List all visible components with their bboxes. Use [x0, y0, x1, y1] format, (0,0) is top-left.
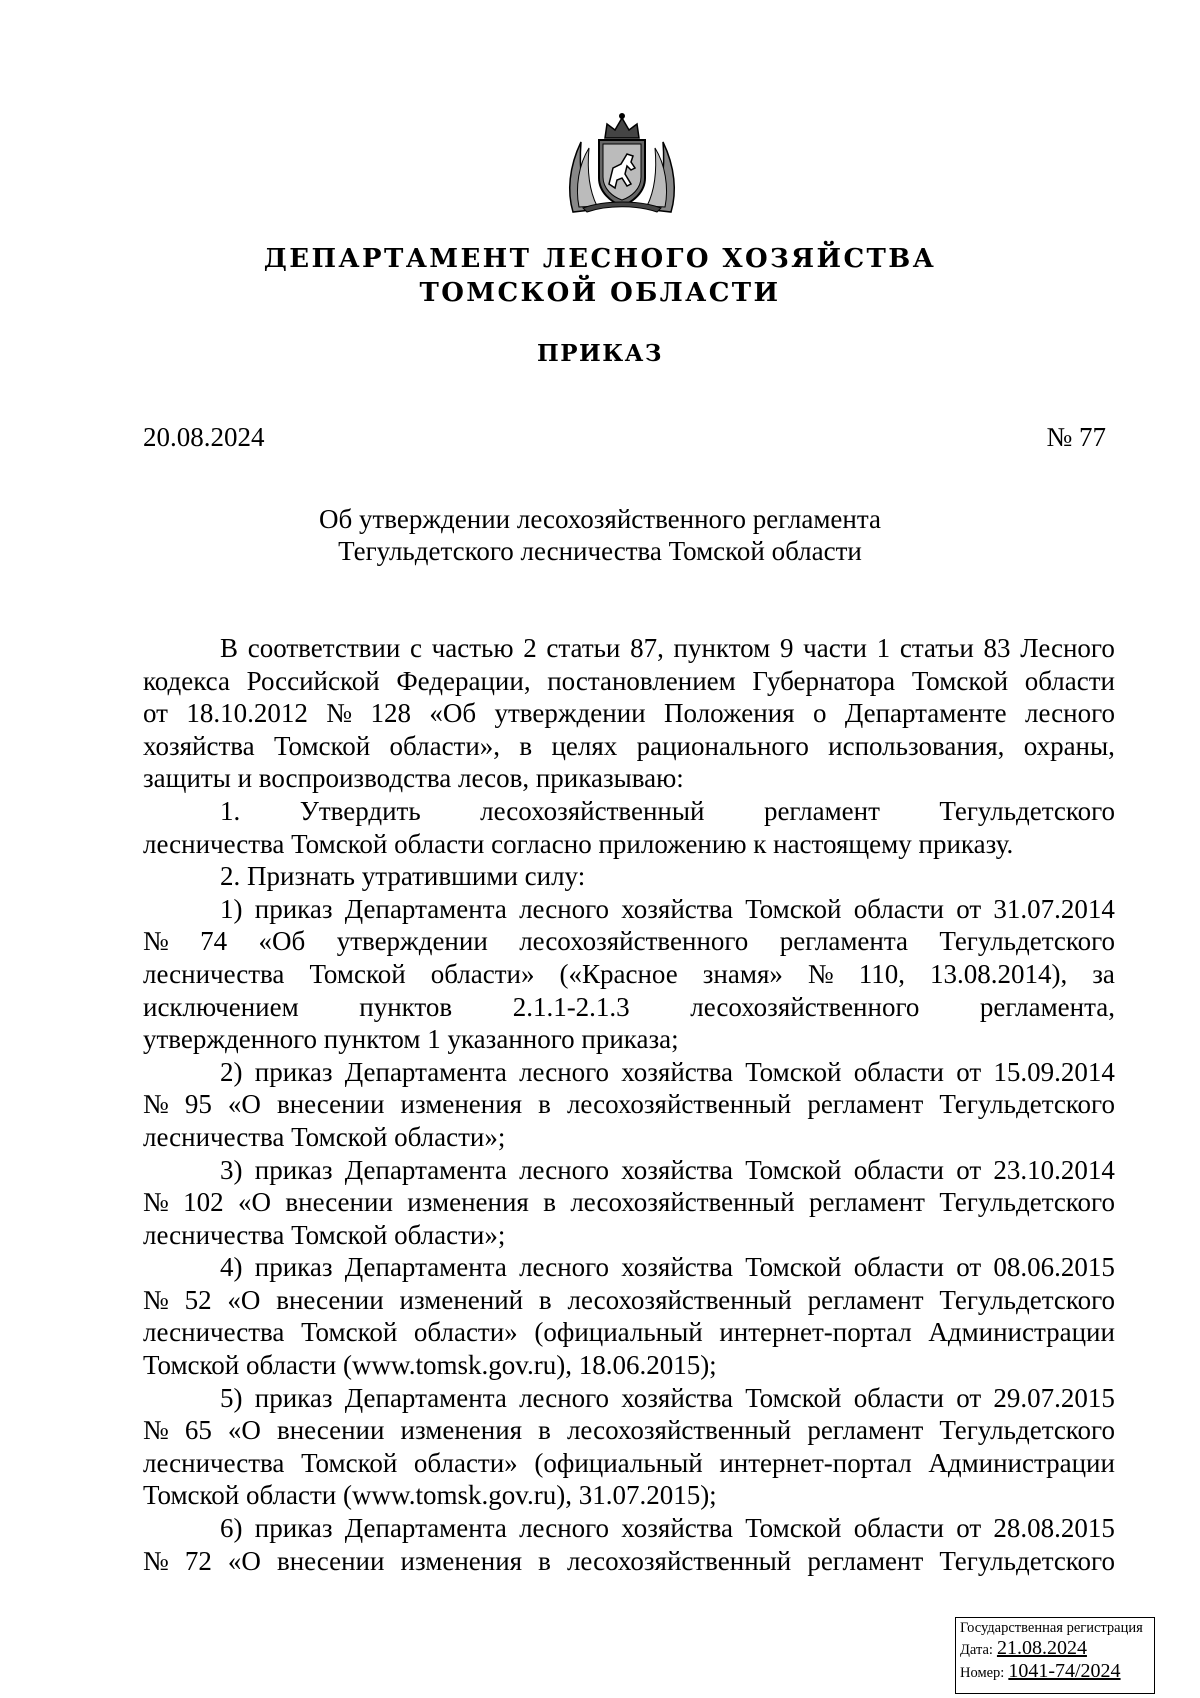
body-word: Томской [301, 1317, 398, 1348]
body-word: хозяйства [621, 1382, 733, 1413]
body-word: Утвердить [299, 795, 421, 826]
body-word: лесохозяйственный [567, 1284, 792, 1315]
body-word: «О [227, 1284, 261, 1315]
body-word: хозяйства [143, 730, 255, 761]
body-word: в [538, 1545, 551, 1576]
body-word: лесничества [143, 1447, 285, 1478]
body-word: № [143, 1187, 169, 1218]
coat-of-arms-emblem [565, 112, 679, 214]
body-word: 52 [184, 1284, 212, 1315]
body-word: внесении [285, 1187, 393, 1218]
body-word: лесохозяйственный [566, 1415, 792, 1446]
body-word: лесохозяйственного [519, 926, 749, 957]
body-word: изменения [400, 1545, 523, 1576]
body-word: регламент [807, 1284, 924, 1315]
body-word: Департамента [344, 1252, 507, 1283]
body-word: Томской [745, 1252, 842, 1283]
body-word: частью [431, 633, 514, 663]
body-word: области [853, 1382, 944, 1413]
body-word: лесного [519, 893, 610, 924]
body-word: Департамента [344, 1513, 507, 1544]
body-word: 1. [220, 795, 241, 826]
body-word: лесного [519, 1056, 610, 1087]
body-line [143, 991, 1115, 1024]
body-word: соответствии [247, 633, 401, 663]
body-line [143, 1088, 1115, 1121]
body-word: внесении [276, 1545, 385, 1576]
body-word: 102 [183, 1187, 224, 1218]
document-date: 20.08.2024 [143, 422, 265, 452]
body-word: 28.08.2015 [993, 1513, 1115, 1544]
body-word: лесного [519, 1513, 610, 1544]
body-word: Департамента [344, 893, 507, 924]
body-word: № [143, 1089, 169, 1120]
body-line [143, 1414, 1115, 1447]
body-word: 15.09.2014 [993, 1056, 1115, 1087]
body-word: Томской [745, 1056, 842, 1087]
body-word: 83 [983, 633, 1011, 663]
document-type: ПРИКАЗ [537, 340, 663, 367]
body-word: использования, [828, 730, 1005, 761]
body-word: Тегульдетского [939, 795, 1115, 826]
body-word: «О [227, 1545, 261, 1576]
body-word: регламент [807, 1545, 924, 1576]
body-word: 1 [876, 633, 891, 663]
body-line [143, 1284, 1115, 1317]
body-word: области» [413, 1317, 518, 1348]
body-word: внесении [276, 1415, 385, 1446]
body-word: № [143, 926, 169, 957]
subject-line1: Об утверждении лесохозяйственного регламента [319, 504, 881, 534]
body-word: области» [413, 1447, 518, 1478]
body-word: «Об [429, 698, 477, 729]
body-word: Положения [664, 698, 795, 729]
body-word: Российской [246, 665, 380, 696]
body-word: приказ [254, 1154, 333, 1185]
body-word: хозяйства [621, 1056, 733, 1087]
registration-stamp [955, 1617, 1155, 1694]
body-word: Тегульдетского [939, 1415, 1115, 1446]
body-word: внесении [276, 1284, 384, 1315]
body-word: статьи [546, 633, 621, 663]
body-word: Департамента [344, 1154, 507, 1185]
body-line [143, 632, 1115, 665]
body-word: лесохозяйственный [566, 1089, 792, 1120]
body-word: Томской [309, 958, 406, 989]
body-line: защиты и воспроизводства лесов, приказываю: [143, 763, 684, 794]
body-word: внесении [276, 1089, 385, 1120]
body-word: в [519, 730, 533, 761]
body-word: Федерации, [396, 665, 531, 696]
body-line [143, 1382, 1115, 1415]
body-line [143, 665, 1115, 698]
body-word: 2.1.1-2.1.3 [512, 991, 630, 1022]
body-word: в [538, 1089, 551, 1120]
body-word: области [853, 1154, 944, 1185]
body-word: 4) [220, 1252, 243, 1283]
body-word: 5) [220, 1382, 243, 1413]
body-word: в [538, 1284, 552, 1315]
body-word: Департамента [344, 1382, 507, 1413]
body-word: от [956, 1056, 982, 1087]
body-word: 23.10.2014 [993, 1154, 1115, 1185]
body-word: № [143, 1415, 169, 1446]
subject-line2: Тегульдетского лесничества Томской области [338, 536, 862, 566]
body-word: («Красное [559, 958, 678, 989]
body-word: Тегульдетского [939, 1187, 1115, 1218]
body-word: утверждении [336, 926, 488, 957]
body-word: 9 [779, 633, 794, 663]
body-word: Тегульдетского [939, 1284, 1115, 1315]
body-word: (официальный [534, 1447, 703, 1478]
body-word: исключением [143, 991, 299, 1022]
body-word: Томской [301, 1447, 398, 1478]
body-word: регламент [809, 1187, 925, 1218]
body-line: Томской области (www.tomsk.gov.ru), 31.07.2015); [143, 1480, 717, 1511]
body-word: 2) [220, 1056, 243, 1087]
body-word: № [143, 1284, 169, 1315]
body-word: Томской [745, 1382, 842, 1413]
body-word: В [220, 633, 239, 663]
body-word: утверждении [494, 698, 646, 729]
body-word: изменения [400, 1089, 523, 1120]
order-body-text [143, 632, 1115, 1577]
body-word: Администрации [928, 1317, 1115, 1348]
stamp-number-label: Номер: [960, 1665, 1005, 1681]
body-word: целях [551, 730, 618, 761]
body-word: 110, [858, 958, 905, 989]
body-word: 128 [370, 698, 411, 729]
body-line [143, 697, 1115, 730]
body-word: области» [430, 958, 535, 989]
stamp-title: Государственная регистрация [960, 1620, 1143, 1636]
body-word: области», [389, 730, 501, 761]
body-word: Томской [911, 665, 1009, 696]
body-word: области [853, 1056, 944, 1087]
body-word: изменения [407, 1187, 529, 1218]
body-word: приказ [254, 1056, 333, 1087]
body-word: приказ [254, 1513, 333, 1544]
body-word: лесохозяйственный [566, 1545, 792, 1576]
body-line [143, 893, 1115, 926]
body-word: Лесного [1020, 633, 1115, 663]
body-word: регламента [779, 926, 908, 957]
body-word: Томской [745, 1513, 842, 1544]
body-word: 13.08.2014), [929, 958, 1068, 989]
body-word: хозяйства [621, 1154, 733, 1185]
body-word: хозяйства [621, 893, 733, 924]
body-word: 08.06.2015 [993, 1252, 1115, 1283]
stamp-number-value: 1041-74/2024 [1008, 1660, 1121, 1682]
body-word: лесничества [143, 958, 285, 989]
body-word: 1) [220, 893, 243, 924]
stamp-date-label: Дата: [960, 1642, 993, 1658]
body-word: регламент [807, 1415, 924, 1446]
body-word: в [543, 1187, 556, 1218]
body-word: Тегульдетского [939, 1545, 1115, 1576]
body-word: регламента, [979, 991, 1115, 1022]
body-word: (официальный [534, 1317, 703, 1348]
body-line [143, 1186, 1115, 1219]
body-word: лесохозяйственный [570, 1187, 795, 1218]
body-word: Губернатора [752, 665, 896, 696]
body-line [143, 1545, 1115, 1578]
stamp-number-row [960, 1660, 1150, 1686]
body-line: Томской области (www.tomsk.gov.ru), 18.06.2015); [143, 1350, 717, 1381]
body-word: регламент [763, 795, 880, 826]
body-word: 31.07.2014 [993, 893, 1115, 924]
body-word: лесного [519, 1154, 610, 1185]
body-word: Тегульдетского [939, 1089, 1115, 1120]
body-word: Томской [745, 893, 842, 924]
body-word: области [853, 893, 944, 924]
body-word: интернет-портал [719, 1447, 912, 1478]
body-word: за [1092, 958, 1115, 989]
body-word: лесничества [143, 1317, 285, 1348]
body-line: лесничества Томской области»; [143, 1219, 506, 1250]
body-word: 18.10.2012 [186, 698, 308, 729]
body-word: части [803, 633, 867, 663]
body-word: от [956, 1154, 982, 1185]
body-word: от [143, 698, 168, 729]
body-line [143, 1447, 1115, 1480]
body-word: 3) [220, 1154, 243, 1185]
body-line [143, 795, 1115, 828]
body-word: от [956, 1513, 982, 1544]
body-word: о [812, 698, 827, 729]
body-word: 74 [200, 926, 228, 957]
body-line [143, 925, 1115, 958]
body-word: 87, [630, 633, 664, 663]
body-word: области [853, 1252, 944, 1283]
body-word: изменения [400, 1415, 523, 1446]
body-word: Администрации [928, 1447, 1115, 1478]
body-word: «Об [258, 926, 306, 957]
body-word: Томской [274, 730, 371, 761]
body-line: лесничества Томской области согласно приложению к настоящему приказу. [143, 828, 1014, 859]
body-word: приказ [254, 893, 333, 924]
body-word: «О [238, 1187, 272, 1218]
body-word: изменений [399, 1284, 524, 1315]
body-word: хозяйства [621, 1252, 733, 1283]
body-word: № [807, 958, 834, 989]
body-word: 2 [523, 633, 537, 663]
body-word: пунктом [673, 633, 771, 663]
body-word: от [956, 1382, 982, 1413]
body-word: лесного [519, 1382, 610, 1413]
body-word: Департамента [344, 1056, 507, 1087]
body-word: хозяйства [621, 1513, 733, 1544]
body-word: статьи [899, 633, 974, 663]
body-word: № [326, 698, 353, 729]
body-line [143, 1316, 1115, 1349]
body-word: кодекса [143, 665, 230, 696]
body-word: в [538, 1415, 551, 1446]
body-word: Департаменте [844, 698, 1007, 729]
body-line: утвержденного пунктом 1 указанного приказа; [143, 1024, 679, 1055]
body-line [143, 1154, 1115, 1187]
body-line [143, 730, 1115, 763]
body-word: от [956, 1252, 982, 1283]
body-word: области [853, 1513, 944, 1544]
body-word: с [409, 633, 422, 663]
body-word: лесохозяйственный [480, 795, 705, 826]
body-word: 6) [220, 1513, 243, 1544]
body-word: лесохозяйственного [690, 991, 920, 1022]
body-word: лесного [1025, 698, 1115, 729]
body-word: «О [227, 1089, 261, 1120]
body-line [143, 1512, 1115, 1545]
body-word: № [143, 1545, 169, 1576]
body-line: 2. Признать утратившими силу: [220, 861, 586, 892]
body-line [143, 1056, 1115, 1089]
body-line [143, 958, 1115, 991]
body-word: приказ [254, 1252, 333, 1283]
body-word: регламент [807, 1089, 924, 1120]
body-word: лесного [519, 1252, 610, 1283]
body-word: знамя» [702, 958, 783, 989]
body-word: охраны, [1023, 730, 1115, 761]
body-word: 29.07.2015 [993, 1382, 1115, 1413]
body-word: постановлением [547, 665, 736, 696]
body-word: интернет-портал [719, 1317, 912, 1348]
organization-name-line2: ТОМСКОЙ ОБЛАСТИ [419, 278, 781, 308]
body-word: рационального [636, 730, 809, 761]
body-word: области [1024, 665, 1115, 696]
body-line [143, 1251, 1115, 1284]
body-word: пунктов [359, 991, 453, 1022]
body-line: лесничества Томской области»; [143, 1121, 506, 1152]
body-word: Тегульдетского [939, 926, 1115, 957]
body-word: приказ [254, 1382, 333, 1413]
document-number: № 77 [1046, 422, 1106, 452]
body-word: от [956, 893, 982, 924]
body-word: 95 [184, 1089, 212, 1120]
stamp-date-value: 21.08.2024 [996, 1637, 1087, 1659]
body-word: 72 [184, 1545, 212, 1576]
body-word: «О [227, 1415, 261, 1446]
organization-name-line1: ДЕПАРТАМЕНТ ЛЕСНОГО ХОЗЯЙСТВА [263, 244, 937, 274]
body-word: Томской [745, 1154, 842, 1185]
body-word: 65 [184, 1415, 212, 1446]
